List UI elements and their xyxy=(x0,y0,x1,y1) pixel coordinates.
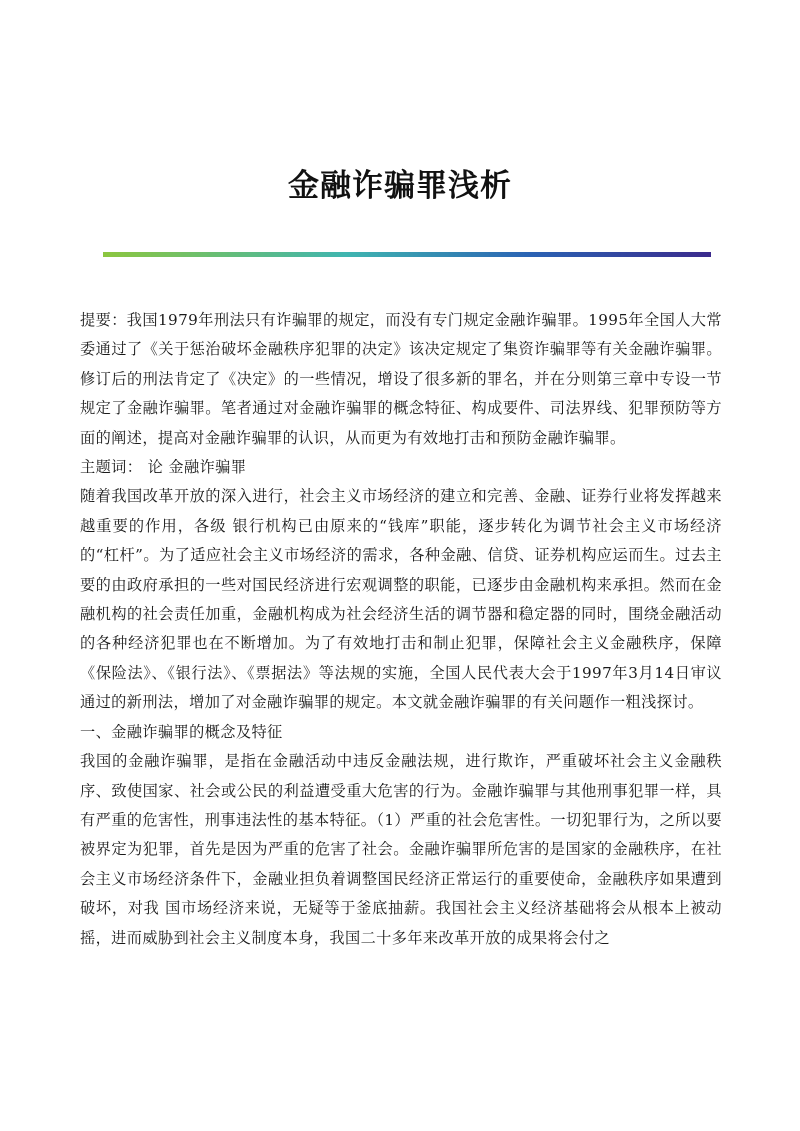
document-body xyxy=(80,306,722,953)
abstract-paragraph: 提要：我国1979年刑法只有诈骗罪的规定，而没有专门规定金融诈骗罪。1995年全国人大常委通过了《关于惩治破坏金融秩序犯罪的决定》该决定规定了集资诈骗罪等有关金融诈骗罪。修订后的刑法肯定了《决定》的一些情况，增设了很多新的罪名，并在分则第三章中专设一节规定了金融诈骗罪。笔者通过对金融诈骗罪的概念特征、构成要件、司法界线、犯罪预防等方面的阐述，提高对金融诈骗罪的认识，从而更为有效地打击和预防金融诈骗罪。 xyxy=(80,311,722,447)
section-paragraph: 我国的金融诈骗罪，是指在金融活动中违反金融法规，进行欺诈，严重破坏社会主义金融秩序、致使国家、社会或公民的利益遭受重大危害的行为。金融诈骗罪与其他刑事犯罪一样，具有严重的危害性，刑事违法性的基本特征。（1）严重的社会危害性。一切犯罪行为，之所以要被界定为犯罪，首先是因为严重的危害了社会。金融诈骗罪所危害的是国家的金融秩序，在社会主义市场经济条件下，金融业担负着调整国民经济正常运行的重要使命，金融秩序如果遭到破坏，对我 国市场经济来说，无疑等于釜底抽薪。我国社会主义经济基础将会从根本上被动摇，进而威胁到社会主义制度本身，我国二十多年来改革开放的成果将会付之 xyxy=(80,752,722,947)
document-title: 金融诈骗罪浅析 xyxy=(288,168,512,204)
section-heading: 一、金融诈骗罪的概念及特征 xyxy=(80,722,283,741)
keywords-line: 主题词： 论 金融诈骗罪 xyxy=(80,458,247,477)
title-divider xyxy=(103,252,711,257)
intro-paragraph: 随着我国改革开放的深入进行，社会主义市场经济的建立和完善、金融、证券行业将发挥越来越重要的作用，各级 银行机构已由原来的“钱库”职能，逐步转化为调节社会主义市场经济的“杠杆”。为了适应社会主义市场经济的需求，各种金融、信贷、证券机构应运而生。过去主要的由政府承担的一些对国民经济进行宏观调整的职能，已逐步由金融机构来承担。然而在金融机构的社会责任加重，金融机构成为社会经济生活的调节器和稳定器的同时，围绕金融活动的各种经济犯罪也在不断增加。为了有效地打击和制止犯罪，保障社会主义金融秩序，保障《保险法》、《银行法》、《票据法》等法规的实施，全国人民代表大会于1997年3月14日审议通过的新刑法，增加了对金融诈骗罪的规定。本文就金融诈骗罪的有关问题作一粗浅探讨。 xyxy=(80,487,722,712)
